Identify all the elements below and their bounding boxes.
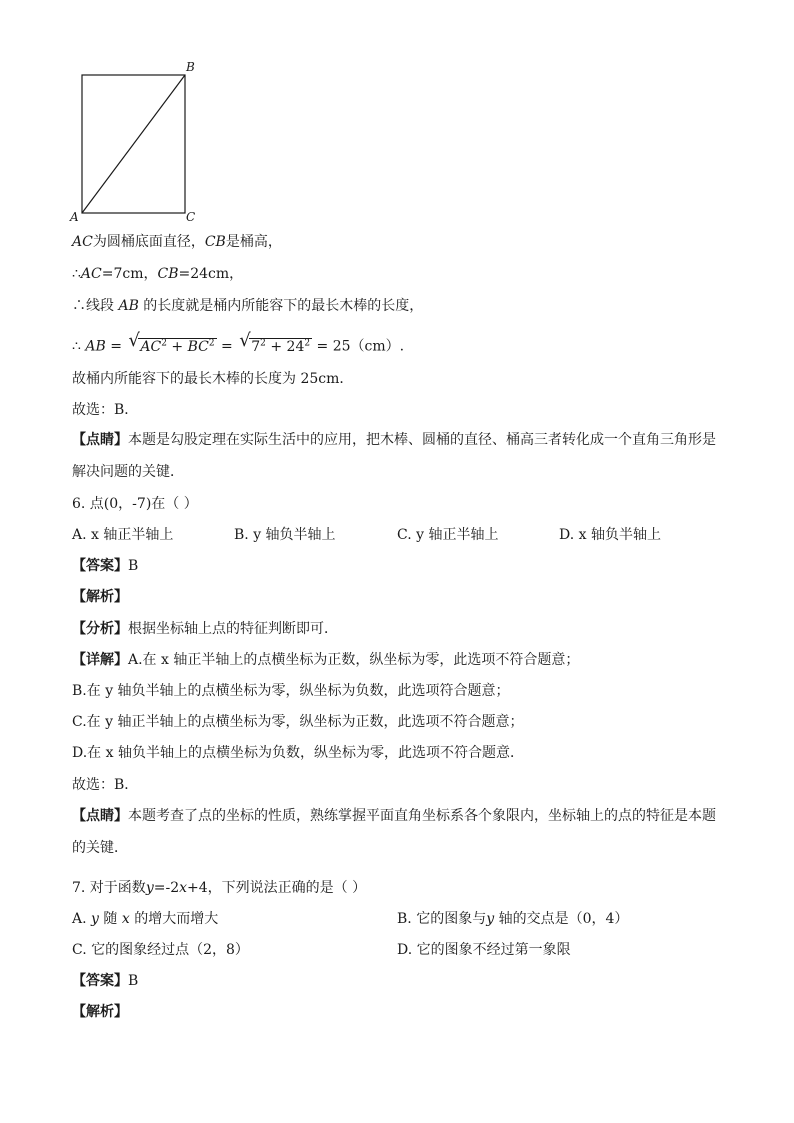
text: =7cm，	[101, 266, 158, 282]
cylinder-diagram	[64, 60, 204, 226]
sqrt-ac-bc: √ $AC^2 + BC^2$	[128, 330, 215, 355]
var-y: y	[145, 880, 154, 896]
var-x: x	[179, 880, 188, 896]
q6-xiangjie-a	[72, 650, 579, 670]
text: 的增大而增大	[129, 911, 219, 927]
q7-answer	[72, 971, 138, 991]
q7-option-b	[397, 909, 628, 929]
number-7: 7	[251, 338, 261, 355]
sqrt-7-24: √ $7^2 + 24^2$	[239, 330, 311, 355]
dianjing-text: 本题是勾股定理在实际生活中的应用，把木棒、圆桶的直径、桶高三者转化成一个直角三角形是	[128, 432, 716, 448]
answer-value: B	[128, 973, 139, 989]
plus: +	[265, 338, 287, 355]
text: 轴的交点是（0，4）	[494, 911, 629, 927]
text: =24cm，	[178, 266, 244, 282]
q6-option-a: A. x 轴正半轴上	[72, 527, 174, 543]
q6-fenxi	[72, 619, 338, 639]
q6-stem: 6. 点(0，-7)在（ ）	[72, 496, 198, 512]
text: =-2	[153, 880, 180, 896]
equals: =	[216, 338, 238, 355]
exponent: 2	[208, 338, 215, 348]
line-values	[72, 264, 243, 284]
var-ab: AB	[85, 338, 106, 355]
exponent: 2	[260, 338, 266, 348]
text: 随	[98, 911, 122, 927]
var-y: y	[486, 911, 495, 927]
vertex-label-a: A	[70, 210, 79, 224]
dianjing-line-2: 解决问题的关键．	[72, 464, 184, 480]
q6-choose: 故选：B．	[72, 777, 139, 793]
xiangjie-text-a: A.在 x 轴正半轴上的点横坐标为正数，纵坐标为零，此选项不符合题意；	[128, 652, 580, 668]
therefore-symbol: ∴	[72, 266, 81, 282]
exponent: 2	[304, 338, 311, 348]
choice-line: 故选：B．	[72, 402, 139, 418]
var-ac: AC	[72, 234, 93, 250]
exponent: 2	[161, 338, 167, 348]
var-ac: AC	[140, 338, 162, 355]
q6-analysis-tag: 【解析】	[72, 589, 128, 605]
result: = 25（cm）.	[312, 338, 405, 355]
text: B. 它的图象与	[397, 911, 487, 927]
rectangle-diagonal-figure	[64, 60, 204, 226]
var-cb: CB	[157, 266, 179, 282]
line-pythagoras-formula	[72, 330, 405, 357]
text: A.	[72, 911, 92, 927]
q7-analysis-tag: 【解析】	[72, 1004, 128, 1020]
dianjing-tag: 【点睛】	[72, 432, 128, 448]
line-ac-diameter	[72, 232, 282, 252]
line-segment-ab	[72, 296, 423, 316]
text: +4，下列说法正确的是（ ）	[187, 880, 367, 896]
q6-xiangjie-d: D.在 x 轴负半轴上的点横坐标为负数，纵坐标为零，此选项不符合题意．	[72, 745, 524, 761]
plus: +	[166, 338, 188, 355]
q7-option-a	[72, 909, 218, 929]
text: ∴线段	[72, 298, 119, 314]
q6-xiangjie-c: C.在 y 轴正半轴上的点横坐标为零，纵坐标为正数，此选项不符合题意；	[72, 714, 524, 730]
var-x: x	[121, 911, 130, 927]
q6-xiangjie-b: B.在 y 轴负半轴上的点横坐标为零，纵坐标为负数，此选项符合题意；	[72, 683, 510, 699]
text: 的长度就是桶内所能容下的最长木棒的长度，	[138, 298, 424, 314]
text: 为圆桶底面直径，	[92, 234, 205, 250]
var-ab: AB	[118, 298, 139, 314]
diagonal-ab	[82, 75, 185, 213]
q6-option-d: D. x 轴负半轴上	[559, 527, 661, 543]
q6-dianjing-1	[72, 806, 716, 826]
q7-stem	[72, 878, 366, 898]
dianjing-tag: 【点睛】	[72, 808, 128, 824]
q7-option-c: C. 它的图象经过点（2，8）	[72, 942, 249, 958]
text: 7. 对于函数	[72, 880, 146, 896]
answer-value: B	[128, 558, 139, 574]
equals: =	[105, 338, 127, 355]
q7-option-d: D. 它的图象不经过第一象限	[397, 942, 571, 958]
q6-option-b: B. y 轴负半轴上	[234, 527, 336, 543]
vertex-label-b: B	[186, 60, 195, 74]
answer-tag: 【答案】	[72, 973, 128, 989]
text: 是桶高，	[225, 234, 282, 250]
fenxi-text: 根据坐标轴上点的特征判断即可．	[128, 621, 338, 637]
number-24: 24	[286, 338, 305, 355]
dianjing-line-1	[72, 430, 716, 450]
vertex-label-c: C	[186, 210, 196, 224]
xiangjie-tag: 【详解】	[72, 652, 128, 668]
therefore-symbol: ∴	[72, 338, 86, 355]
q6-option-c: C. y 轴正半轴上	[397, 527, 499, 543]
var-y: y	[91, 911, 99, 927]
var-ac: AC	[80, 266, 102, 282]
fenxi-tag: 【分析】	[72, 621, 128, 637]
var-cb: CB	[204, 234, 226, 250]
var-bc: BC	[187, 338, 209, 355]
q6-answer	[72, 556, 138, 576]
dianjing-text: 本题考查了点的坐标的性质，熟练掌握平面直角坐标系各个象限内，坐标轴上的点的特征是本题	[128, 808, 716, 824]
conclusion-line: 故桶内所能容下的最长木棒的长度为 25cm．	[72, 371, 354, 387]
answer-tag: 【答案】	[72, 558, 128, 574]
q6-dianjing-2: 的关键．	[72, 840, 128, 856]
